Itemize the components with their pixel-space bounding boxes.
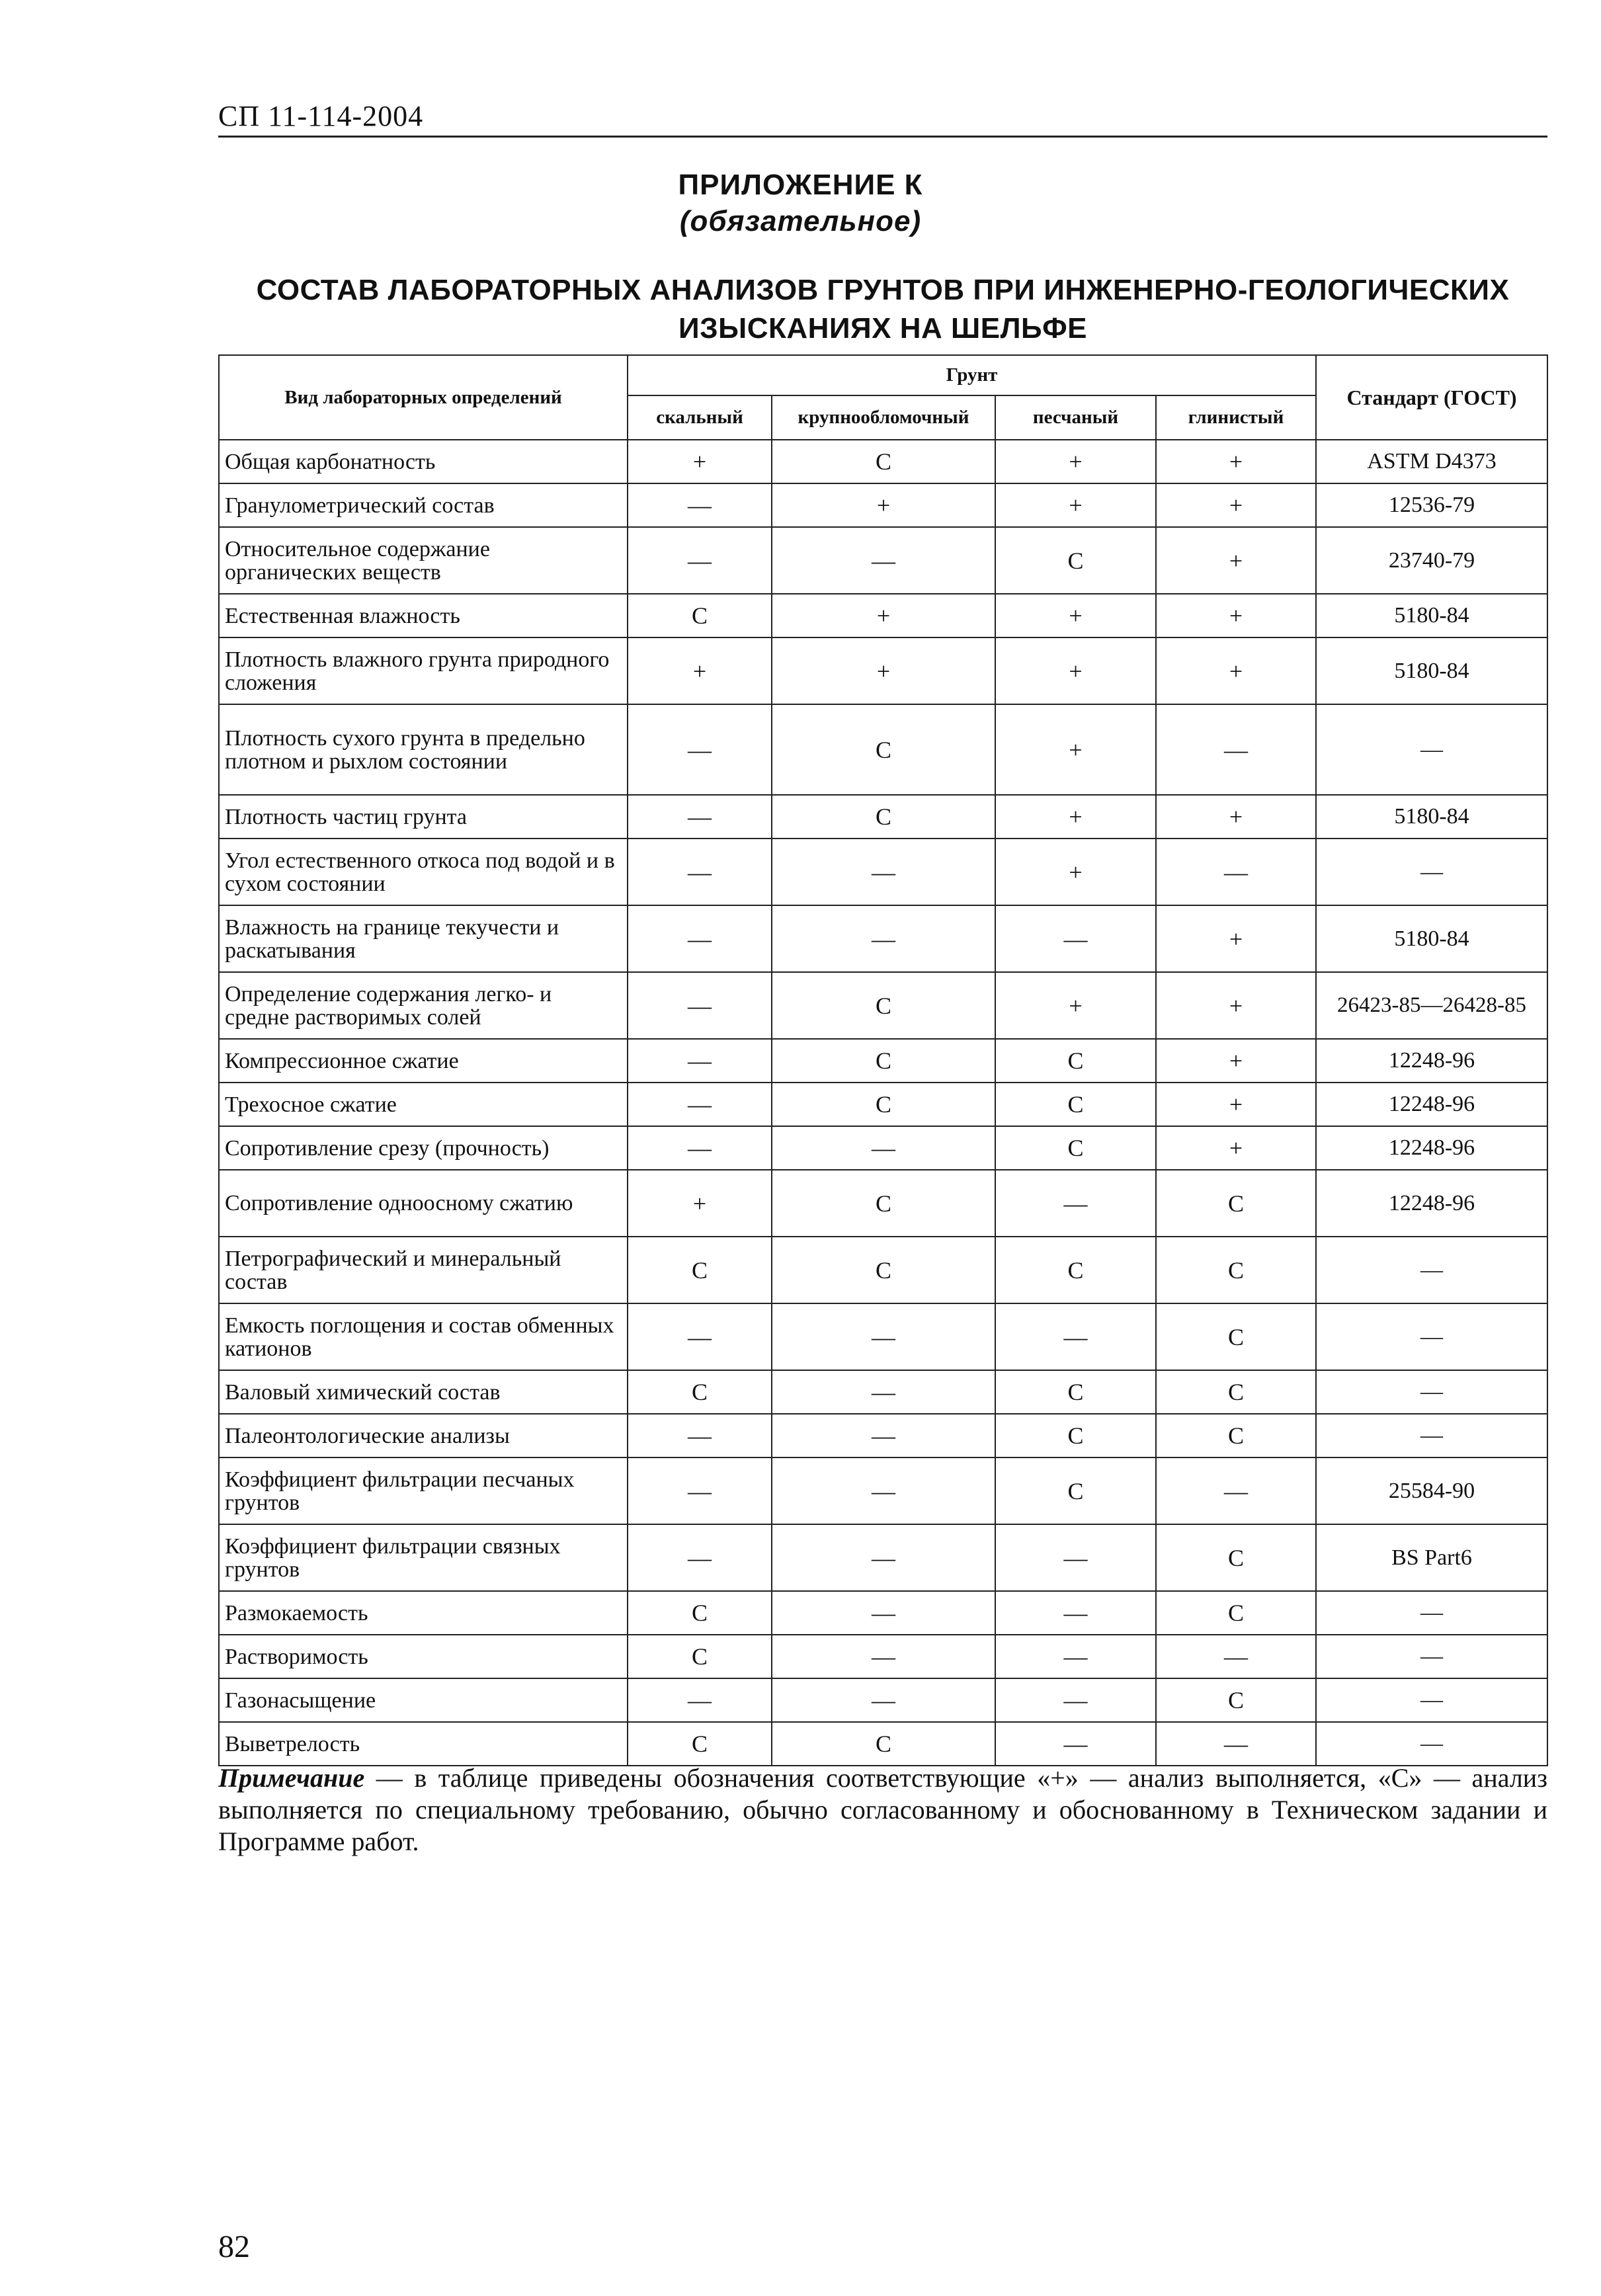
header-clay: глинистый xyxy=(1156,395,1316,440)
cell-rocky: — xyxy=(628,527,772,594)
cell-sandy: + xyxy=(995,594,1156,637)
table-row xyxy=(219,637,1547,704)
cell-sandy: + xyxy=(995,795,1156,839)
cell-sandy: + xyxy=(995,972,1156,1039)
cell-coarse: — xyxy=(772,1635,995,1678)
cell-clay: — xyxy=(1156,704,1316,795)
cell-sandy: + xyxy=(995,637,1156,704)
cell-standard: 12248-96 xyxy=(1316,1126,1547,1170)
cell-standard: — xyxy=(1316,1678,1547,1722)
cell-rocky: — xyxy=(628,704,772,795)
cell-standard: BS Part6 xyxy=(1316,1524,1547,1591)
cell-rocky: С xyxy=(628,1591,772,1635)
cell-coarse: С xyxy=(772,972,995,1039)
cell-rocky: — xyxy=(628,1083,772,1126)
cell-standard: 25584-90 xyxy=(1316,1457,1547,1524)
cell-coarse: С xyxy=(772,1237,995,1303)
cell-sandy: С xyxy=(995,1083,1156,1126)
cell-sandy: С xyxy=(995,1457,1156,1524)
table-row xyxy=(219,1414,1547,1457)
cell-coarse: С xyxy=(772,440,995,483)
cell-rocky: — xyxy=(628,1126,772,1170)
table-row xyxy=(219,1591,1547,1635)
table-row xyxy=(219,704,1547,795)
appendix-title: ПРИЛОЖЕНИЕ К xyxy=(678,169,923,201)
cell-standard: 5180-84 xyxy=(1316,637,1547,704)
cell-rocky: + xyxy=(628,440,772,483)
cell-standard: — xyxy=(1316,1722,1547,1766)
cell-rocky: — xyxy=(628,905,772,972)
table-row xyxy=(219,839,1547,905)
cell-sandy: — xyxy=(995,1678,1156,1722)
cell-coarse: — xyxy=(772,1524,995,1591)
cell-standard: — xyxy=(1316,1635,1547,1678)
cell-clay: — xyxy=(1156,1457,1316,1524)
cell-clay: + xyxy=(1156,637,1316,704)
table-row xyxy=(219,1457,1547,1524)
row-name: Выветрелость xyxy=(219,1722,628,1766)
cell-clay: + xyxy=(1156,972,1316,1039)
cell-sandy: + xyxy=(995,839,1156,905)
cell-standard: — xyxy=(1316,1237,1547,1303)
analyses-table xyxy=(218,354,1548,1766)
cell-rocky: — xyxy=(628,972,772,1039)
cell-rocky: — xyxy=(628,1039,772,1083)
cell-coarse: — xyxy=(772,527,995,594)
cell-rocky: С xyxy=(628,1370,772,1414)
cell-clay: С xyxy=(1156,1170,1316,1237)
table-row xyxy=(219,905,1547,972)
cell-clay: — xyxy=(1156,839,1316,905)
cell-rocky: С xyxy=(628,1237,772,1303)
cell-coarse: — xyxy=(772,1303,995,1370)
cell-clay: + xyxy=(1156,1126,1316,1170)
row-name: Плотность сухого грунта в предельно плотном и рыхлом состоянии xyxy=(219,704,628,795)
cell-sandy: С xyxy=(995,1039,1156,1083)
cell-clay: — xyxy=(1156,1635,1316,1678)
row-name: Емкость поглощения и состав обменных катионов xyxy=(219,1303,628,1370)
cell-coarse: С xyxy=(772,1170,995,1237)
cell-sandy: + xyxy=(995,440,1156,483)
row-name: Относительное содержание органических веществ xyxy=(219,527,628,594)
cell-standard: — xyxy=(1316,839,1547,905)
appendix-status: (обязательное) xyxy=(679,205,922,237)
row-name: Газонасыщение xyxy=(219,1678,628,1722)
cell-rocky: С xyxy=(628,1722,772,1766)
cell-clay: — xyxy=(1156,1722,1316,1766)
row-name: Палеонтологические анализы xyxy=(219,1414,628,1457)
table-row xyxy=(219,1039,1547,1083)
cell-sandy: С xyxy=(995,1414,1156,1457)
header-divider xyxy=(218,136,1547,138)
cell-clay: С xyxy=(1156,1414,1316,1457)
table-row xyxy=(219,1170,1547,1237)
cell-standard: 12536-79 xyxy=(1316,483,1547,527)
cell-standard: 5180-84 xyxy=(1316,594,1547,637)
cell-coarse: С xyxy=(772,1083,995,1126)
row-name: Размокаемость xyxy=(219,1591,628,1635)
document-code: СП 11-114-2004 xyxy=(218,100,424,132)
row-name: Сопротивление срезу (прочность) xyxy=(219,1126,628,1170)
table-row xyxy=(219,527,1547,594)
header-sandy: песчаный xyxy=(995,395,1156,440)
cell-rocky: — xyxy=(628,1414,772,1457)
row-name: Компрессионное сжатие xyxy=(219,1039,628,1083)
document-title xyxy=(218,271,1547,348)
row-name: Плотность частиц грунта xyxy=(219,795,628,839)
table-row xyxy=(219,1635,1547,1678)
header-analysis-type: Вид лабораторных определений xyxy=(219,355,628,440)
cell-standard: — xyxy=(1316,1414,1547,1457)
header-standard: Стандарт (ГОСТ) xyxy=(1316,355,1547,440)
cell-rocky: — xyxy=(628,1524,772,1591)
row-name: Сопротивление одноосному сжатию xyxy=(219,1170,628,1237)
cell-sandy: С xyxy=(995,1237,1156,1303)
document-title-line2: ИЗЫСКАНИЯХ НА ШЕЛЬФЕ xyxy=(678,312,1087,345)
row-name: Трехосное сжатие xyxy=(219,1083,628,1126)
cell-standard: — xyxy=(1316,1370,1547,1414)
cell-sandy: С xyxy=(995,527,1156,594)
cell-standard: 12248-96 xyxy=(1316,1083,1547,1126)
cell-standard: 5180-84 xyxy=(1316,795,1547,839)
cell-clay: + xyxy=(1156,1083,1316,1126)
cell-standard: ASTM D4373 xyxy=(1316,440,1547,483)
table-row xyxy=(219,1524,1547,1591)
cell-standard: 12248-96 xyxy=(1316,1170,1547,1237)
table-row xyxy=(219,972,1547,1039)
note-label: Примечание xyxy=(218,1763,365,1793)
cell-rocky: — xyxy=(628,1457,772,1524)
cell-rocky: — xyxy=(628,1303,772,1370)
cell-standard: 26423-85—26428-85 xyxy=(1316,972,1547,1039)
cell-sandy: С xyxy=(995,1370,1156,1414)
cell-coarse: С xyxy=(772,1039,995,1083)
cell-coarse: — xyxy=(772,905,995,972)
cell-coarse: — xyxy=(772,839,995,905)
table-row xyxy=(219,1126,1547,1170)
cell-clay: С xyxy=(1156,1237,1316,1303)
cell-rocky: С xyxy=(628,1635,772,1678)
cell-sandy: С xyxy=(995,1126,1156,1170)
cell-coarse: С xyxy=(772,1722,995,1766)
table-row xyxy=(219,1370,1547,1414)
cell-sandy: — xyxy=(995,905,1156,972)
cell-rocky: — xyxy=(628,795,772,839)
table-row xyxy=(219,1722,1547,1766)
cell-standard: 12248-96 xyxy=(1316,1039,1547,1083)
cell-clay: С xyxy=(1156,1524,1316,1591)
cell-rocky: — xyxy=(628,839,772,905)
page-number: 82 xyxy=(218,2229,250,2264)
cell-clay: + xyxy=(1156,594,1316,637)
cell-standard: — xyxy=(1316,704,1547,795)
table-row xyxy=(219,483,1547,527)
table-row xyxy=(219,795,1547,839)
row-name: Коэффициент фильтрации связных грунтов xyxy=(219,1524,628,1591)
row-name: Валовый химический состав xyxy=(219,1370,628,1414)
cell-coarse: С xyxy=(772,704,995,795)
row-name: Коэффициент фильтрации песчаных грунтов xyxy=(219,1457,628,1524)
cell-coarse: — xyxy=(772,1126,995,1170)
table-row xyxy=(219,1083,1547,1126)
cell-rocky: — xyxy=(628,1678,772,1722)
cell-coarse: С xyxy=(772,795,995,839)
page-header xyxy=(218,99,1547,139)
cell-clay: С xyxy=(1156,1370,1316,1414)
row-name: Определение содержания легко- и средне растворимых солей xyxy=(219,972,628,1039)
cell-rocky: — xyxy=(628,483,772,527)
cell-rocky: + xyxy=(628,1170,772,1237)
cell-clay: С xyxy=(1156,1591,1316,1635)
cell-clay: + xyxy=(1156,440,1316,483)
header-rocky: скальный xyxy=(628,395,772,440)
table-note xyxy=(218,1762,1547,1858)
cell-clay: + xyxy=(1156,483,1316,527)
cell-standard: 5180-84 xyxy=(1316,905,1547,972)
cell-sandy: — xyxy=(995,1303,1156,1370)
row-name: Угол естественного откоса под водой и в сухом состоянии xyxy=(219,839,628,905)
cell-sandy: — xyxy=(995,1635,1156,1678)
table-row xyxy=(219,1237,1547,1303)
cell-coarse: + xyxy=(772,637,995,704)
cell-sandy: — xyxy=(995,1524,1156,1591)
table-row xyxy=(219,440,1547,483)
cell-sandy: — xyxy=(995,1170,1156,1237)
row-name: Естественная влажность xyxy=(219,594,628,637)
row-name: Петрографический и минеральный состав xyxy=(219,1237,628,1303)
cell-sandy: + xyxy=(995,483,1156,527)
cell-coarse: — xyxy=(772,1678,995,1722)
row-name: Влажность на границе текучести и раскатывания xyxy=(219,905,628,972)
cell-coarse: — xyxy=(772,1457,995,1524)
cell-rocky: + xyxy=(628,637,772,704)
cell-clay: С xyxy=(1156,1678,1316,1722)
row-name: Растворимость xyxy=(219,1635,628,1678)
cell-sandy: + xyxy=(995,704,1156,795)
cell-sandy: — xyxy=(995,1591,1156,1635)
cell-coarse: + xyxy=(772,594,995,637)
cell-standard: — xyxy=(1316,1591,1547,1635)
cell-coarse: — xyxy=(772,1370,995,1414)
cell-standard: — xyxy=(1316,1303,1547,1370)
note-text: — в таблице приведены обозначения соответствующие «+» — анализ выполняется, «С» — анализ выполняется по специальному требованию, обычно согласованному и обоснованному в Техническом задании и Программе работ. xyxy=(218,1763,1547,1856)
row-name: Гранулометрический состав xyxy=(219,483,628,527)
cell-rocky: С xyxy=(628,594,772,637)
row-name: Общая карбонатность xyxy=(219,440,628,483)
document-title-line1: СОСТАВ ЛАБОРАТОРНЫХ АНАЛИЗОВ ГРУНТОВ ПРИ ИНЖЕНЕРНО-ГЕОЛОГИЧЕСКИХ xyxy=(256,274,1510,306)
cell-clay: + xyxy=(1156,795,1316,839)
header-soil: Грунт xyxy=(628,355,1316,395)
table-row xyxy=(219,594,1547,637)
row-name: Плотность влажного грунта природного сложения xyxy=(219,637,628,704)
header-coarse: крупнообломочный xyxy=(772,395,995,440)
cell-sandy: — xyxy=(995,1722,1156,1766)
cell-coarse: — xyxy=(772,1414,995,1457)
table-row xyxy=(219,1678,1547,1722)
cell-standard: 23740-79 xyxy=(1316,527,1547,594)
cell-clay: + xyxy=(1156,905,1316,972)
table-row xyxy=(219,1303,1547,1370)
cell-clay: + xyxy=(1156,1039,1316,1083)
cell-clay: + xyxy=(1156,527,1316,594)
cell-clay: С xyxy=(1156,1303,1316,1370)
cell-coarse: — xyxy=(772,1591,995,1635)
cell-coarse: + xyxy=(772,483,995,527)
